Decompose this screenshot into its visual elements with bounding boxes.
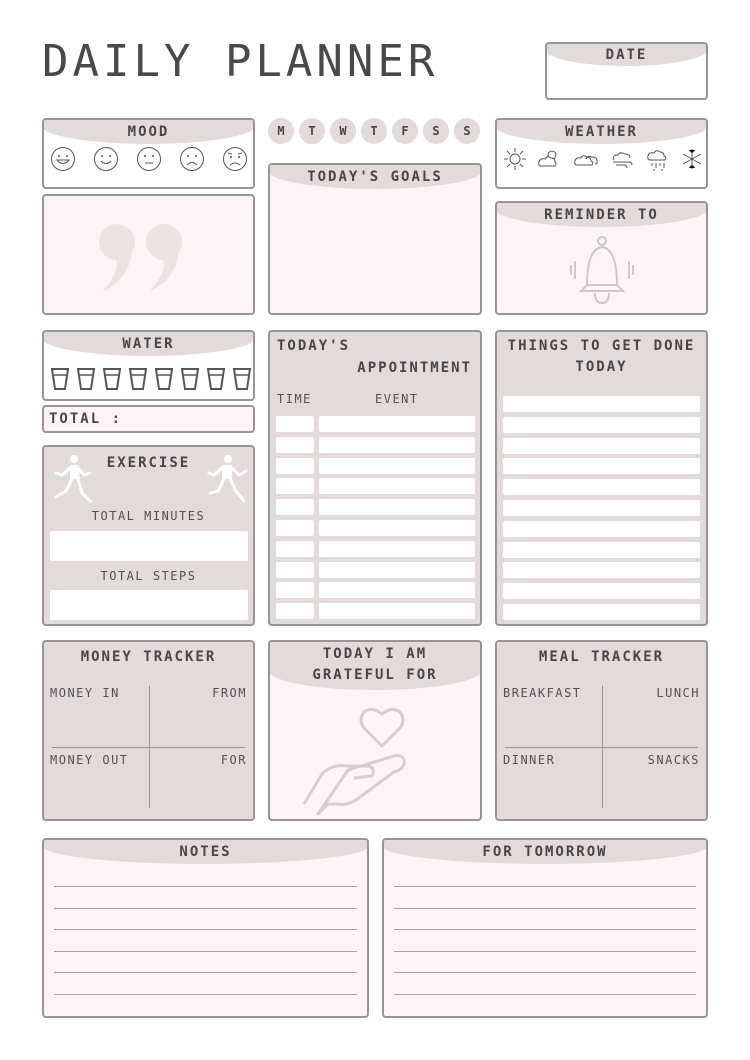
todo-item-row[interactable] <box>503 583 700 599</box>
windy-icon[interactable] <box>610 146 636 172</box>
day-thursday[interactable]: T <box>361 118 387 144</box>
appointment-event-cell[interactable] <box>319 582 475 598</box>
appointment-time-cell[interactable] <box>276 437 314 453</box>
todo-item-row[interactable] <box>503 438 700 454</box>
tomorrow-ruled-line <box>394 886 696 887</box>
reminder-panel[interactable] <box>495 201 708 315</box>
total-minutes-label: TOTAL MINUTES <box>91 509 206 523</box>
smile-face-icon[interactable] <box>93 146 119 172</box>
tomorrow-panel[interactable] <box>382 838 708 1018</box>
water-total-field[interactable] <box>42 405 255 433</box>
water-cup-icon[interactable] <box>76 368 96 390</box>
meal-horizontal-divider <box>505 747 698 748</box>
snacks-label: SNACKS <box>647 753 700 767</box>
appointment-event-cell[interactable] <box>319 416 475 432</box>
money-horizontal-divider <box>52 747 245 748</box>
notes-panel[interactable] <box>42 838 369 1018</box>
goals-label: TODAY'S GOALS <box>307 169 443 185</box>
money-in-label: MONEY IN <box>50 686 120 700</box>
appointment-time-cell[interactable] <box>276 541 314 557</box>
water-total-label: TOTAL : <box>49 411 123 427</box>
appointment-time-cell[interactable] <box>276 603 314 619</box>
mood-label: MOOD <box>127 124 170 140</box>
meal-tracker-panel <box>495 640 708 821</box>
mood-panel <box>42 118 255 189</box>
neutral-face-icon[interactable] <box>136 146 162 172</box>
appointment-panel <box>268 330 482 626</box>
appointment-event-cell[interactable] <box>319 603 475 619</box>
grateful-label-line1: TODAY I AM <box>322 646 428 662</box>
heart-hand-icon <box>302 704 416 816</box>
appointment-event-cell[interactable] <box>319 458 475 474</box>
appointment-label-line1: TODAY'S <box>277 338 351 354</box>
breakfast-label: BREAKFAST <box>503 686 582 700</box>
partly-cloudy-icon[interactable] <box>536 146 562 172</box>
notes-ruled-line <box>54 994 357 995</box>
weather-label: WEATHER <box>564 124 638 140</box>
money-tracker-label: MONEY TRACKER <box>80 649 217 665</box>
water-panel <box>42 330 255 401</box>
quote-mark-icon <box>92 220 192 295</box>
todo-item-row[interactable] <box>503 604 700 620</box>
appointment-label-line2: APPOINTMENT <box>357 360 472 376</box>
appointment-time-cell[interactable] <box>276 520 314 536</box>
grateful-label-line2: GRATEFUL FOR <box>312 667 438 683</box>
runner-icon <box>206 453 250 507</box>
appointment-time-cell[interactable] <box>276 478 314 494</box>
day-sunday[interactable]: S <box>454 118 480 144</box>
day-friday[interactable]: F <box>392 118 418 144</box>
water-cup-icon[interactable] <box>232 368 252 390</box>
money-tracker-panel <box>42 640 255 821</box>
appointment-event-cell[interactable] <box>319 478 475 494</box>
water-cup-icon[interactable] <box>50 368 70 390</box>
notes-ruled-line <box>54 908 357 909</box>
reminder-label: REMINDER TO <box>544 207 659 223</box>
bell-icon <box>569 235 635 309</box>
tomorrow-ruled-line <box>394 951 696 952</box>
date-label: DATE <box>605 47 648 63</box>
appointment-time-cell[interactable] <box>276 499 314 515</box>
exercise-panel <box>42 445 255 626</box>
page-title: DAILY PLANNER <box>42 36 439 87</box>
todo-label-line1: THINGS TO GET DONE <box>507 338 696 354</box>
cloudy-icon[interactable] <box>573 146 599 172</box>
tomorrow-label: FOR TOMORROW <box>482 844 608 860</box>
water-label: WATER <box>122 336 175 352</box>
tomorrow-ruled-line <box>394 929 696 930</box>
day-wednesday[interactable]: W <box>330 118 356 144</box>
water-cup-icon[interactable] <box>180 368 200 390</box>
sad-face-icon[interactable] <box>179 146 205 172</box>
goals-panel[interactable] <box>268 163 482 315</box>
notes-ruled-line <box>54 929 357 930</box>
snow-icon[interactable] <box>679 146 705 172</box>
weather-panel <box>495 118 708 189</box>
quote-panel[interactable] <box>42 194 255 315</box>
todo-item-row[interactable] <box>503 479 700 495</box>
event-column-header: EVENT <box>375 392 419 406</box>
notes-ruled-line <box>54 886 357 887</box>
todo-item-row[interactable] <box>503 396 700 412</box>
appointment-event-cell[interactable] <box>319 437 475 453</box>
appointment-time-cell[interactable] <box>276 562 314 578</box>
money-for-label: FOR <box>220 753 247 767</box>
appointment-event-cell[interactable] <box>319 499 475 515</box>
tomorrow-ruled-line <box>394 908 696 909</box>
weekday-selector <box>268 118 482 146</box>
appointment-event-cell[interactable] <box>319 520 475 536</box>
grateful-panel[interactable] <box>268 640 482 821</box>
time-column-header: TIME <box>277 392 312 406</box>
money-out-label: MONEY OUT <box>50 753 129 767</box>
total-minutes-field[interactable] <box>50 531 248 561</box>
tomorrow-ruled-line <box>394 972 696 973</box>
appointment-event-cell[interactable] <box>319 541 475 557</box>
appointment-event-cell[interactable] <box>319 562 475 578</box>
exercise-label: EXERCISE <box>106 455 191 471</box>
notes-ruled-line <box>54 951 357 952</box>
notes-ruled-line <box>54 972 357 973</box>
frown-face-icon[interactable] <box>222 146 248 172</box>
todo-item-row[interactable] <box>503 500 700 516</box>
todo-item-row[interactable] <box>503 562 700 578</box>
todo-item-row[interactable] <box>503 458 700 474</box>
water-cup-icon[interactable] <box>102 368 122 390</box>
water-cup-icon[interactable] <box>206 368 226 390</box>
total-steps-field[interactable] <box>50 590 248 620</box>
happy-face-icon[interactable] <box>50 146 76 172</box>
sun-icon[interactable] <box>502 146 528 172</box>
day-saturday[interactable]: S <box>423 118 449 144</box>
total-steps-label: TOTAL STEPS <box>100 569 197 583</box>
notes-label: NOTES <box>179 844 232 860</box>
meal-tracker-label: MEAL TRACKER <box>538 649 665 665</box>
rain-icon[interactable] <box>646 146 672 172</box>
appointment-time-cell[interactable] <box>276 458 314 474</box>
todo-item-row[interactable] <box>503 521 700 537</box>
todo-panel <box>495 330 708 626</box>
appointment-time-cell[interactable] <box>276 582 314 598</box>
money-from-label: FROM <box>212 686 247 700</box>
runner-icon <box>50 453 94 507</box>
todo-item-row[interactable] <box>503 542 700 558</box>
day-tuesday[interactable]: T <box>299 118 325 144</box>
water-cup-icon[interactable] <box>154 368 174 390</box>
appointment-time-cell[interactable] <box>276 416 314 432</box>
day-monday[interactable]: M <box>268 118 294 144</box>
todo-item-row[interactable] <box>503 417 700 433</box>
dinner-label: DINNER <box>503 753 556 767</box>
tomorrow-ruled-line <box>394 994 696 995</box>
date-panel[interactable] <box>545 42 708 100</box>
todo-label-line2: TODAY <box>575 359 628 375</box>
water-cup-icon[interactable] <box>128 368 148 390</box>
lunch-label: LUNCH <box>656 686 700 700</box>
